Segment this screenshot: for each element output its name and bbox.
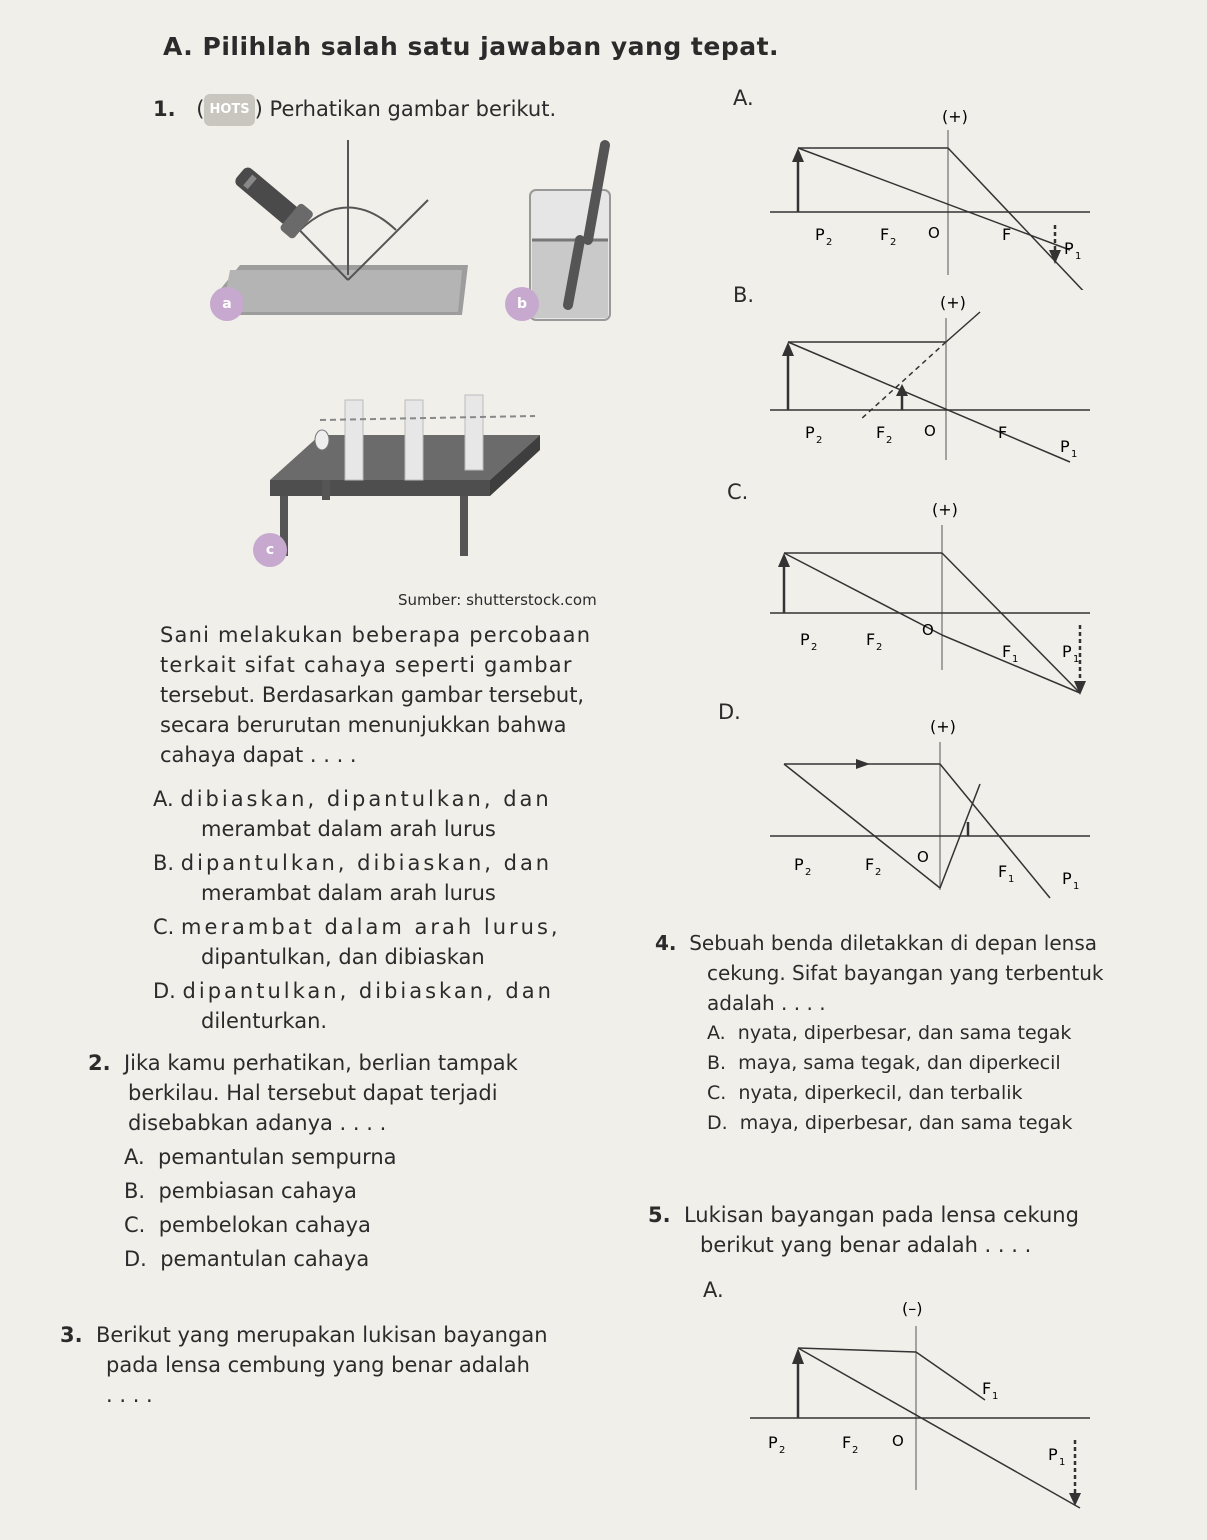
q2-line: Jika kamu perhatikan, berlian tampak — [123, 1051, 518, 1075]
svg-text:1: 1 — [1071, 449, 1078, 460]
svg-text:P: P — [1062, 642, 1072, 661]
svg-text:P: P — [794, 855, 804, 874]
q3-diagram-d[interactable] — [770, 712, 1100, 902]
q3 — [60, 1320, 660, 1410]
section-title: A. Pilihlah salah satu jawaban yang tepat. — [163, 32, 780, 61]
label-c: c — [253, 533, 287, 567]
label-a: a — [210, 287, 244, 321]
q1-line: cahaya dapat . . . . — [160, 743, 357, 767]
lens-sign: (+) — [942, 107, 968, 126]
svg-text:1: 1 — [1073, 881, 1080, 892]
svg-text:P: P — [1048, 1445, 1058, 1464]
svg-text:P: P — [1062, 869, 1072, 888]
q3-diagram-c-letter[interactable]: C. — [727, 480, 749, 504]
q1-option-d-cont: dilenturkan. — [201, 1009, 328, 1033]
q2-number: 2. — [88, 1051, 111, 1075]
svg-text:F: F — [998, 862, 1008, 881]
svg-text:1: 1 — [1073, 654, 1080, 665]
q1-line: tersebut. Berdasarkan gambar tersebut, — [160, 683, 585, 707]
svg-text:1: 1 — [1059, 1457, 1066, 1468]
lens-sign: (+) — [932, 500, 958, 519]
lens-sign: (–) — [902, 1299, 923, 1318]
svg-text:2: 2 — [886, 435, 893, 446]
svg-text:F: F — [876, 423, 886, 442]
svg-text:2: 2 — [890, 237, 897, 248]
q1-line: secara berurutan menunjukkan bahwa — [160, 713, 567, 737]
svg-text:1: 1 — [1008, 874, 1015, 885]
q5-diagram-a-letter[interactable]: A. — [703, 1278, 724, 1302]
svg-text:F: F — [1002, 225, 1012, 244]
svg-text:F: F — [866, 630, 876, 649]
q2-option-a[interactable]: A. pemantulan sempurna — [124, 1145, 397, 1169]
q3-diagram-d-letter[interactable]: D. — [718, 700, 741, 724]
svg-text:O: O — [917, 848, 929, 866]
svg-text:F: F — [842, 1433, 852, 1452]
q2 — [88, 1048, 648, 1274]
q3-line: pada lensa cembung yang benar adalah — [106, 1353, 530, 1377]
illustration-straight-line — [250, 380, 550, 580]
q1-line: terkait sifat cahaya seperti gambar — [160, 653, 573, 677]
q3-diagram-c[interactable] — [770, 495, 1100, 700]
q1-option-b[interactable]: B. dipantulkan, dibiaskan, dan — [153, 851, 553, 875]
q3-line: . . . . — [106, 1383, 153, 1407]
svg-text:2: 2 — [876, 642, 883, 653]
q1-option-d[interactable]: D. dipantulkan, dibiaskan, dan — [153, 979, 554, 1003]
q1-option-b-cont: merambat dalam arah lurus — [201, 881, 496, 905]
image-source: Sumber: shutterstock.com — [398, 591, 597, 609]
svg-text:2: 2 — [826, 237, 833, 248]
q5-line: Lukisan bayangan pada lensa cekung — [683, 1203, 1079, 1227]
q3-diagram-b[interactable] — [770, 290, 1100, 470]
q1-options — [153, 784, 633, 1036]
q5-diagram-a[interactable] — [750, 1290, 1100, 1520]
svg-text:O: O — [924, 422, 936, 440]
svg-text:2: 2 — [811, 642, 818, 653]
svg-text:F: F — [982, 1379, 992, 1398]
q2-option-b[interactable]: B. pembiasan cahaya — [124, 1179, 357, 1203]
q4-line: adalah . . . . — [707, 991, 826, 1015]
svg-text:F: F — [998, 423, 1008, 442]
svg-text:P: P — [805, 423, 815, 442]
q2-line: berkilau. Hal tersebut dapat terjadi — [128, 1081, 498, 1105]
svg-text:1: 1 — [1012, 654, 1019, 665]
q3-line: Berikut yang merupakan lukisan bayangan — [95, 1323, 548, 1347]
svg-text:1: 1 — [992, 1391, 999, 1402]
svg-text:P: P — [1060, 437, 1070, 456]
q4-option-a[interactable]: A. nyata, diperbesar, dan sama tegak — [707, 1022, 1072, 1044]
svg-text:2: 2 — [779, 1445, 786, 1456]
q1-line: Sani melakukan beberapa percobaan — [160, 623, 592, 647]
q4-option-c[interactable]: C. nyata, diperkecil, dan terbalik — [707, 1082, 1023, 1104]
q2-line: disebabkan adanya . . . . — [128, 1111, 387, 1135]
svg-text:1: 1 — [1075, 251, 1082, 262]
svg-text:O: O — [928, 224, 940, 242]
q2-option-c[interactable]: C. pembelokan cahaya — [124, 1213, 371, 1237]
q3-number: 3. — [60, 1323, 83, 1347]
q1-option-c-cont: dipantulkan, dan dibiaskan — [201, 945, 485, 969]
hots-badge: HOTS — [204, 94, 254, 126]
svg-text:O: O — [892, 1432, 904, 1450]
illustration-reflection — [200, 130, 480, 320]
svg-text:P: P — [1064, 239, 1074, 258]
q1-option-a[interactable]: A. dibiaskan, dipantulkan, dan — [153, 787, 552, 811]
q3-diagram-a[interactable] — [770, 100, 1100, 290]
q1-number: 1. — [153, 97, 176, 121]
svg-text:P: P — [815, 225, 825, 244]
svg-text:O: O — [922, 621, 934, 639]
q3-diagram-a-letter[interactable]: A. — [733, 86, 754, 110]
q5-line: berikut yang benar adalah . . . . — [700, 1233, 1032, 1257]
label-b: b — [505, 287, 539, 321]
q1-option-a-cont: merambat dalam arah lurus — [201, 817, 496, 841]
q1-body — [160, 620, 640, 770]
svg-text:2: 2 — [852, 1445, 859, 1456]
q4-line: Sebuah benda diletakkan di depan lensa — [689, 931, 1097, 955]
svg-text:2: 2 — [805, 867, 812, 878]
svg-text:F: F — [865, 855, 875, 874]
q4-line: cekung. Sifat bayangan yang terbentuk — [707, 961, 1104, 985]
svg-text:P: P — [800, 630, 810, 649]
q5-number: 5. — [648, 1203, 671, 1227]
q4-option-d[interactable]: D. maya, diperbesar, dan sama tegak — [707, 1112, 1073, 1134]
svg-text:2: 2 — [875, 867, 882, 878]
q1-prompt: Perhatikan gambar berikut. — [269, 97, 557, 121]
svg-text:F: F — [880, 225, 890, 244]
svg-text:2: 2 — [816, 435, 823, 446]
q1-header: 1. ( HOTS ) Perhatikan gambar berikut. — [153, 94, 556, 126]
lens-sign: (+) — [930, 717, 956, 736]
svg-text:P: P — [768, 1433, 778, 1452]
q1-option-c[interactable]: C. merambat dalam arah lurus, — [153, 915, 561, 939]
svg-text:F: F — [1002, 642, 1012, 661]
lens-sign: (+) — [940, 293, 966, 312]
q4-number: 4. — [655, 931, 677, 955]
q3-diagram-b-letter[interactable]: B. — [733, 283, 755, 307]
q5 — [648, 1200, 1198, 1260]
q2-option-d[interactable]: D. pemantulan cahaya — [124, 1247, 370, 1271]
q4-option-b[interactable]: B. maya, sama tegak, dan diperkecil — [707, 1052, 1061, 1074]
q4 — [655, 928, 1195, 1138]
